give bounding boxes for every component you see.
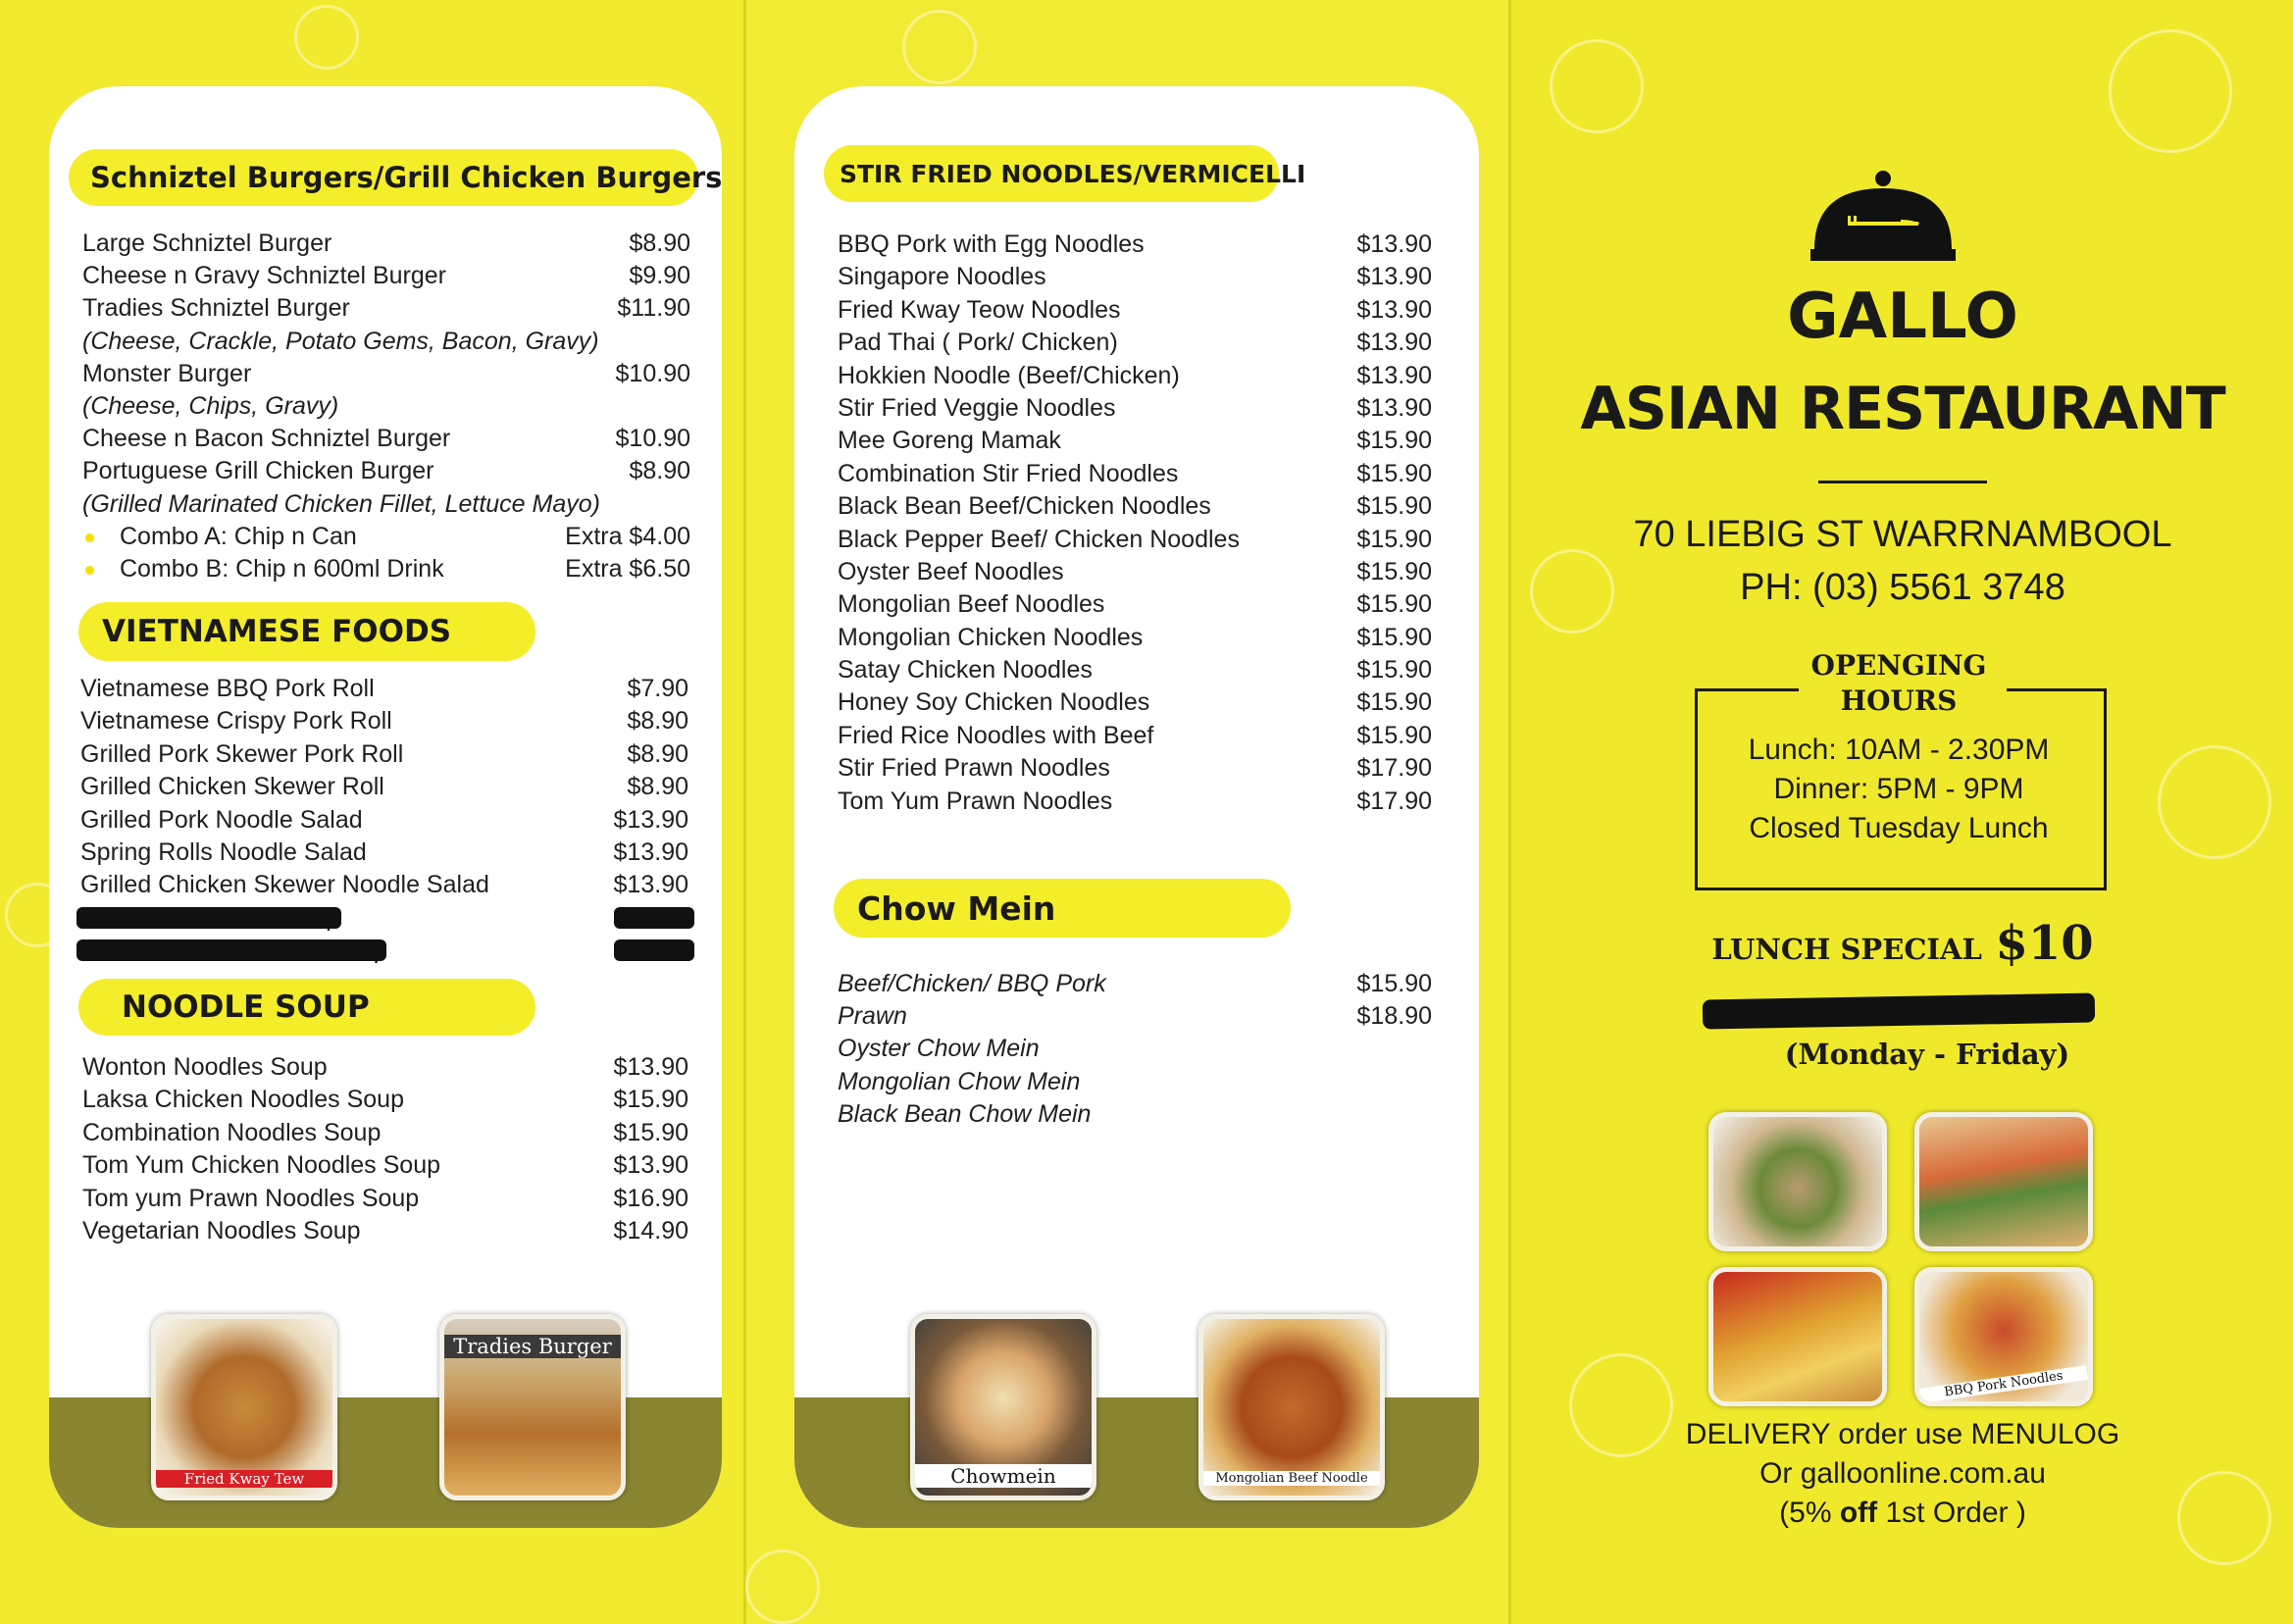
section-title-noodle-soup: NOODLE SOUP [78,979,535,1036]
menu-item-name: Combination Stir Fried Noodles [838,459,1179,487]
menu-item-name: Combination Noodles Soup [82,1118,382,1146]
menu-item-name: Combo B: Chip n 600ml Drink [120,554,444,583]
menu-item-price: $13.90 [1356,329,1432,357]
menu-item [838,392,1432,425]
menu-item [838,294,1432,327]
menu-item-price: $13.90 [1356,295,1432,324]
menu-item-note [82,390,690,423]
menu-item [82,521,690,553]
photo-banh-mi [1914,1112,2093,1251]
menu-item-price: $17.90 [1356,754,1432,783]
menu-item [82,1084,688,1116]
menu-item-name: Tradies Schniztel Burger [82,294,350,323]
menu-item-price: $13.90 [613,805,688,834]
menu-item-price: $13.90 [613,1053,688,1081]
menu-item-name: Fried Rice Noodles with Beef [838,721,1154,749]
menu-item [80,738,688,771]
photo-pho-soup [1708,1112,1887,1251]
menu-item-name: Honey Soy Chicken Noodles [838,688,1150,717]
schnitzel-burger-list [82,228,690,585]
menu-item-price: $15.90 [1356,623,1432,651]
menu-item-name: Oyster Beef Noodles [838,557,1064,585]
doodle-circle [2109,29,2232,153]
hours-title: OPENGING [1810,649,1987,682]
menu-item [838,360,1432,392]
menu-item-price: $15.90 [1356,492,1432,521]
special-days: (Monday - Friday) [1784,1038,2070,1071]
menu-item-price: $15.90 [1356,525,1432,553]
menu-item [838,1066,1432,1098]
hours-lunch: Lunch: 10AM - 2.30PM [1748,734,2050,766]
menu-item-name: Mongolian Beef Noodles [838,590,1105,619]
menu-item [80,902,688,935]
menu-item-name: Mongolian Chicken Noodles [838,623,1144,651]
menu-item [838,1098,1432,1131]
discount-off: off [1839,1497,1878,1529]
menu-item [838,261,1432,293]
menu-item-price: $17.90 [1356,787,1432,815]
menu-item-price: $8.90 [627,739,688,768]
menu-item [838,654,1432,686]
photo-fried-kway-tew [151,1314,337,1500]
photo-caption: Mongolian Beef Noodle [1203,1471,1380,1486]
cloche-icon [1810,169,1956,263]
hours-closed: Closed Tuesday Lunch [1749,812,2049,844]
discount-text: (5% [1779,1497,1840,1529]
section-title-stir-fried: STIR FRIED NOODLES/VERMICELLI [824,145,1279,202]
menu-item [838,686,1432,719]
hours-title: HOURS [1840,685,1958,717]
menu-item-price: $13.90 [613,871,688,899]
menu-item-price: $18.90 [1356,1002,1432,1031]
section-title-schnitzel: Schniztel Burgers/Grill Chicken Burgers [69,149,698,206]
lunch-special [1569,916,2236,971]
fold-line-right [1508,0,1511,1624]
vietnamese-foods-list [80,673,688,968]
menu-item-price: $15.90 [1356,656,1432,685]
menu-item [838,720,1432,752]
menu-item [838,458,1432,490]
menu-item-note [82,488,690,521]
menu-item [838,1000,1432,1033]
menu-item-price: $15.90 [1356,688,1432,717]
menu-item-name: Satay Chicken Noodles [838,656,1093,685]
bullet-icon [85,566,94,575]
menu-item-price: Extra $6.50 [565,554,690,583]
title-divider [1818,481,1987,483]
menu-item-name: Mongolian Chow Mein [838,1067,1081,1095]
menu-item-name: Grilled Pork Noodle Salad [80,805,363,834]
photo-chowmein [910,1314,1096,1500]
bullet-icon [85,533,94,542]
redaction-mark [614,939,694,961]
menu-item [82,292,690,325]
lunch-special-price: $10 [1995,916,2094,971]
menu-item [838,228,1432,261]
doodle-circle [294,5,359,70]
menu-item [80,771,688,803]
menu-item-price: $15.90 [613,1086,688,1114]
menu-item-name: Black Bean Chow Mein [838,1099,1092,1128]
menu-item-name: Pad Thai ( Pork/ Chicken) [838,329,1118,357]
menu-item-price: $15.90 [1356,721,1432,749]
menu-item-name: Vietnamese Crispy Pork Roll [80,707,392,736]
menu-item-name: Black Bean Beef/Chicken Noodles [838,492,1211,521]
menu-item-price: $8.90 [629,457,690,485]
menu-item [838,1033,1432,1065]
menu-item-name: Grilled Pork Skewer Pork Roll [80,739,404,768]
menu-item-name: Monster Burger [82,359,252,387]
menu-item [838,327,1432,359]
photo-caption: BBQ Pork Noodles [1919,1365,2088,1403]
menu-item-name: (Cheese, Crackle, Potato Gems, Bacon, Gravy) [82,327,599,355]
menu-item-price: $8.90 [629,229,690,257]
menu-item-price: $9.90 [629,262,690,290]
noodle-soup-list [82,1051,688,1247]
hours-dinner: Dinner: 5PM - 9PM [1773,773,2024,805]
menu-item-price: $14.90 [613,1216,688,1244]
menu-item [80,804,688,837]
menu-item [838,588,1432,621]
doodle-circle [1550,39,1644,133]
menu-item [838,622,1432,654]
menu-item-price: Extra $4.00 [565,522,690,550]
photo-burger-and-chips [1708,1267,1887,1406]
stir-fried-noodles-list [838,228,1432,818]
menu-item-name: Beef/Chicken/ BBQ Pork [838,970,1106,997]
redaction-mark [76,939,386,961]
menu-item [80,869,688,901]
menu-item-name: Mee Goreng Mamak [838,427,1061,455]
address: 70 LIEBIG ST WARRNAMBOOL [1633,514,2172,555]
menu-item-name: Hokkien Noodle (Beef/Chicken) [838,361,1180,389]
menu-item-name: Tom Yum Prawn Noodles [838,787,1113,815]
menu-item-name: Tom Yum Chicken Noodles Soup [82,1151,441,1180]
menu-item-price: $15.90 [1356,590,1432,619]
menu-item-name: (Cheese, Chips, Gravy) [82,391,339,420]
menu-item-price: $7.90 [627,675,688,702]
discount-text: 1st Order ) [1877,1497,2026,1529]
chow-mein-list [838,968,1432,1131]
menu-item-name: Grilled Chicken Skewer Roll [80,773,384,801]
menu-item-price: $13.90 [1356,230,1432,258]
menu-item-name: Oyster Chow Mein [838,1035,1040,1063]
menu-item-name: Stir Fried Veggie Noodles [838,393,1116,422]
menu-item-name: Laksa Chicken Noodles Soup [82,1086,404,1114]
restaurant-name-line2: ASIAN RESTAURANT [1580,375,2225,443]
menu-item-name: Cheese n Gravy Schniztel Burger [82,262,447,290]
menu-item [82,455,690,487]
menu-item-price: $15.90 [1356,427,1432,455]
menu-item [82,423,690,455]
fold-line-left [743,0,746,1624]
lunch-special-label: LUNCH SPECIAL [1711,933,1982,966]
menu-item-price: $10.90 [615,359,690,387]
redaction-mark [614,907,694,929]
menu-item-price: $13.90 [613,837,688,866]
doodle-circle [745,1549,820,1624]
menu-item [80,935,688,967]
menu-item-name: Cheese n Bacon Schniztel Burger [82,425,451,453]
menu-item [838,786,1432,818]
menu-item-name: Combo A: Chip n Can [120,522,357,550]
menu-item [82,1183,688,1215]
menu-item-name: Tom yum Prawn Noodles Soup [82,1184,420,1212]
restaurant-name-line1: GALLO [1787,280,2018,353]
section-title-chow-mein: Chow Mein [834,879,1291,938]
menu-item [82,553,690,585]
menu-item-price: $15.90 [1356,970,1432,997]
menu-item-price: $13.90 [1356,393,1432,422]
phone: PH: (03) 5561 3748 [1740,567,2065,608]
menu-item [838,556,1432,588]
menu-item-name: Portuguese Grill Chicken Burger [82,457,434,485]
menu-item-name: Singapore Noodles [838,263,1046,291]
doodle-circle [2158,745,2271,859]
photo-bbq-pork-noodles [1914,1267,2093,1406]
delivery-discount [1569,1497,2236,1530]
menu-item-name: Vietnamese BBQ Pork Roll [80,675,375,702]
menu-item-price: $11.90 [617,294,690,323]
section-title-vietnamese: VIETNAMESE FOODS [78,602,535,661]
menu-item [82,1117,688,1149]
menu-item-name: Prawn [838,1002,907,1031]
delivery-line-1: DELIVERY order use MENULOG [1685,1418,2120,1450]
menu-item-price: $15.90 [1356,459,1432,487]
photo-caption: Chowmein [915,1464,1092,1488]
redaction-mark [76,907,341,929]
menu-item [80,705,688,737]
menu-item-name: Black Pepper Beef/ Chicken Noodles [838,525,1240,553]
menu-item [838,490,1432,523]
menu-item-name: Fried Kway Teow Noodles [838,295,1121,324]
menu-item [838,968,1432,1000]
menu-item-name: Wonton Noodles Soup [82,1053,328,1081]
menu-item-price: $13.90 [1356,263,1432,291]
menu-item-price: $8.90 [627,773,688,801]
menu-item [82,1051,688,1084]
menu-item-price: $16.90 [613,1184,688,1212]
menu-item [82,1149,688,1182]
photo-caption: Fried Kway Tew [156,1470,332,1488]
menu-item-price: $15.90 [1356,557,1432,585]
menu-item-name: Spring Rolls Noodle Salad [80,837,367,866]
menu-item [82,358,690,390]
menu-item [82,228,690,260]
menu-item-price: $15.90 [613,1118,688,1146]
menu-item-name: BBQ Pork with Egg Noodles [838,230,1145,258]
menu-item [838,752,1432,785]
menu-item-price: $13.90 [613,1151,688,1180]
menu-item [82,260,690,292]
menu-item-price: $8.90 [627,707,688,736]
menu-item-price: $13.90 [1356,361,1432,389]
menu-item-name: Vegetarian Noodles Soup [82,1216,361,1244]
menu-item-price: $10.90 [615,425,690,453]
menu-item [838,524,1432,556]
menu-item-name: Large Schniztel Burger [82,229,332,257]
menu-item [80,673,688,705]
menu-item-name: Grilled Chicken Skewer Noodle Salad [80,871,489,899]
menu-item-name: Stir Fried Prawn Noodles [838,754,1110,783]
doodle-circle [902,10,977,84]
delivery-website[interactable]: Or galloonline.com.au [1759,1457,2046,1490]
photo-mongolian-beef-noodle [1198,1314,1385,1500]
menu-item [80,837,688,869]
menu-item-note [82,326,690,358]
menu-item [82,1215,688,1247]
menu-item-name: (Grilled Marinated Chicken Fillet, Lettuce Mayo) [82,489,600,518]
menu-item [838,425,1432,457]
photo-tradies-burger [439,1314,626,1500]
photo-caption: Tradies Burger [444,1335,621,1358]
